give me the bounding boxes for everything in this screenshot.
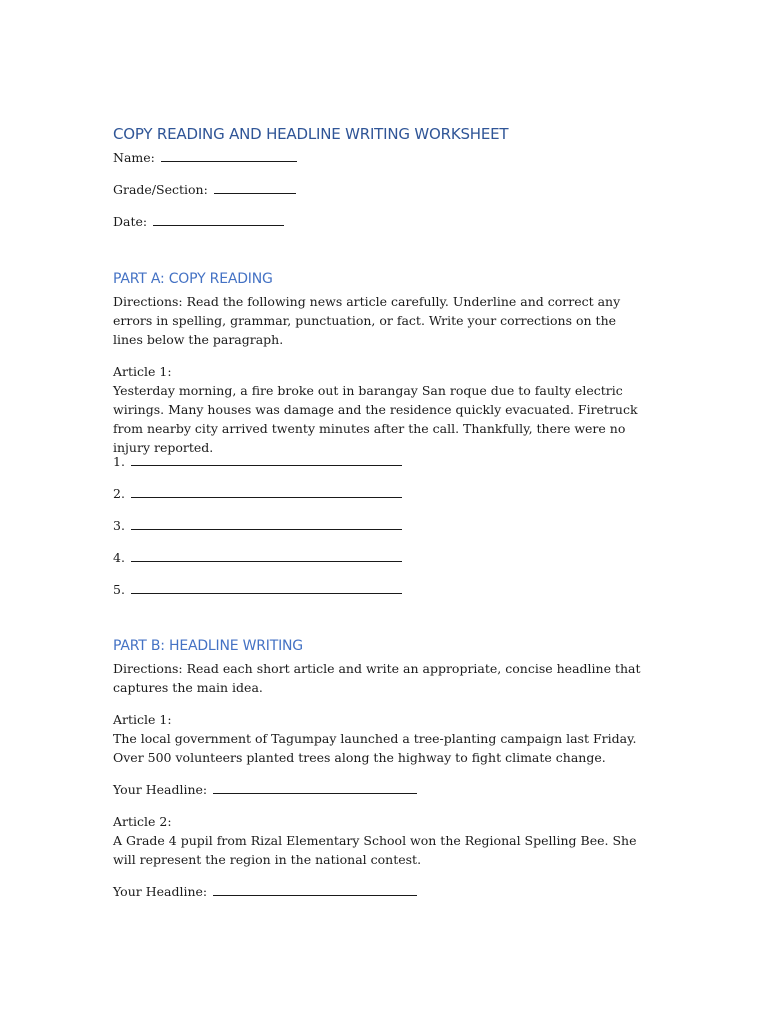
date-field <box>113 212 284 231</box>
headline-label: Your Headline: <box>113 884 208 899</box>
name-blank[interactable] <box>161 148 297 162</box>
answer-number: 2. <box>113 486 125 501</box>
answer-line-3 <box>113 516 402 535</box>
answer-number: 1. <box>113 454 125 469</box>
part-b-article-1-label: Article 1: <box>113 712 172 727</box>
answer-number: 4. <box>113 550 125 565</box>
part-a-heading: PART A: COPY READING <box>113 271 273 287</box>
part-b-article-2-text: A Grade 4 pupil from Rizal Elementary School won the Regional Spelling Bee. She will represent the region in the national contest. <box>113 833 637 867</box>
part-a-directions: Directions: Read the following news article carefully. Underline and correct any errors in spelling, grammar, punctuation, or fact. Write your corrections on the lines below the paragraph. <box>113 294 621 347</box>
headline-blank[interactable] <box>213 882 417 896</box>
headline-label: Your Headline: <box>113 782 208 797</box>
answer-line-2 <box>113 484 402 503</box>
answer-line-4 <box>113 548 402 567</box>
part-a-article-text: Yesterday morning, a fire broke out in barangay San roque due to faulty electric wirings. Many houses was damage and the residence quickly evacuated. Firetruck from nearby city arrived twenty minutes after the call. Thankfully, there were no injury reported. <box>113 383 638 455</box>
headline-field-1 <box>113 780 417 799</box>
grade-section-label: Grade/Section: <box>113 182 208 197</box>
name-field <box>113 148 297 167</box>
part-b-article-2-label: Article 2: <box>113 814 172 829</box>
answer-line-1 <box>113 452 402 471</box>
answer-line-5 <box>113 580 402 599</box>
answer-blank[interactable] <box>131 548 402 562</box>
answer-number: 5. <box>113 582 125 597</box>
worksheet-title: COPY READING AND HEADLINE WRITING WORKSHEET <box>113 125 509 143</box>
headline-blank[interactable] <box>213 780 417 794</box>
part-b-article-1-text: The local government of Tagumpay launched a tree-planting campaign last Friday. Over 500 volunteers planted trees along the highway to fight climate change. <box>113 731 637 765</box>
answer-blank[interactable] <box>131 580 402 594</box>
answer-blank[interactable] <box>131 516 402 530</box>
part-b-heading: PART B: HEADLINE WRITING <box>113 638 303 654</box>
name-label: Name: <box>113 150 155 165</box>
grade-section-blank[interactable] <box>214 180 296 194</box>
grade-section-field <box>113 180 296 199</box>
date-label: Date: <box>113 214 148 229</box>
part-a-article-label: Article 1: <box>113 364 172 379</box>
answer-blank[interactable] <box>131 452 402 466</box>
answer-blank[interactable] <box>131 484 402 498</box>
part-b-directions: Directions: Read each short article and write an appropriate, concise headline that captures the main idea. <box>113 661 641 695</box>
answer-number: 3. <box>113 518 125 533</box>
headline-field-2 <box>113 882 417 901</box>
date-blank[interactable] <box>153 212 284 226</box>
